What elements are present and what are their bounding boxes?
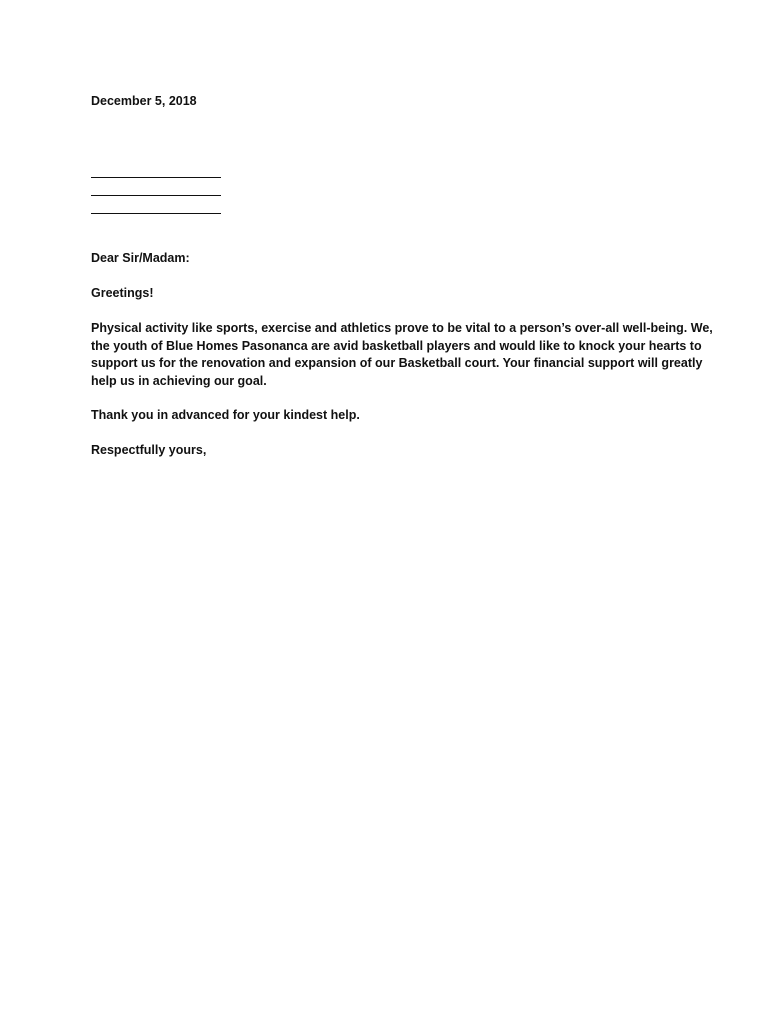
- body-paragraph: [91, 320, 713, 390]
- recipient-address-line-3: [91, 213, 221, 214]
- body-line: support us for the renovation and expansion of our Basketball court. Your financial support will greatly: [91, 356, 703, 370]
- letter-date: December 5, 2018: [91, 94, 197, 108]
- closing: Respectfully yours,: [91, 443, 207, 457]
- greeting: Greetings!: [91, 286, 154, 300]
- body-line: Physical activity like sports, exercise and athletics prove to be vital to a person’s over-all well-being. We,: [91, 321, 713, 335]
- recipient-address-line-2: [91, 195, 221, 196]
- salutation: Dear Sir/Madam:: [91, 251, 190, 265]
- thank-you-line: Thank you in advanced for your kindest help.: [91, 408, 360, 422]
- body-line: the youth of Blue Homes Pasonanca are avid basketball players and would like to knock your hearts to: [91, 338, 702, 353]
- body-line: help us in achieving our goal.: [91, 373, 267, 388]
- recipient-address-line-1: [91, 177, 221, 178]
